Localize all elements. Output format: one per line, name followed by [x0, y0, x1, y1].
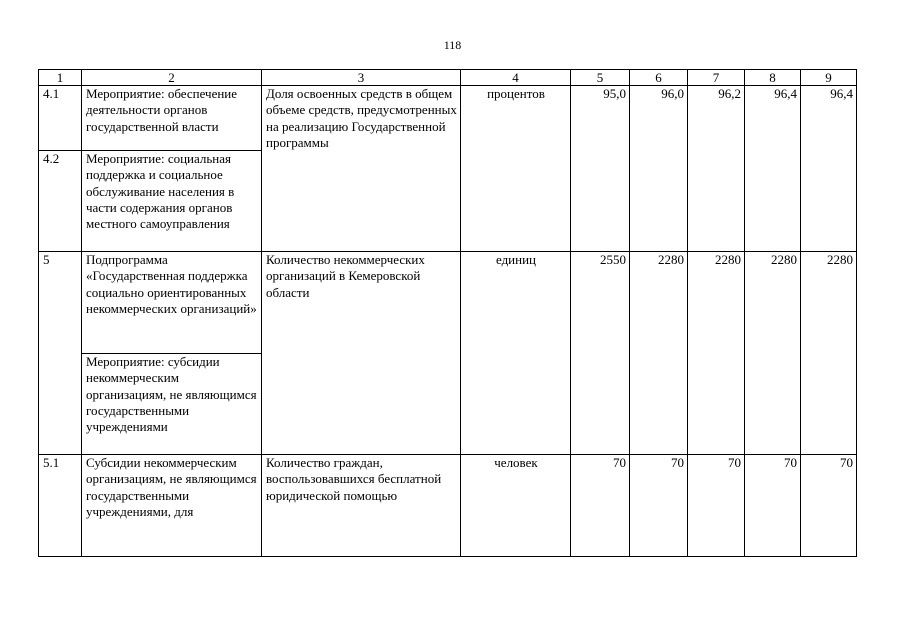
value-cell: 95,0 — [571, 86, 630, 252]
column-number-row — [39, 70, 857, 86]
value-cell: 96,0 — [630, 86, 688, 252]
column-header: 4 — [461, 70, 571, 86]
column-header: 2 — [82, 70, 262, 86]
value-cell: 96,4 — [801, 86, 857, 252]
value-cell: 70 — [630, 455, 688, 557]
row-number: 4.1 — [39, 86, 82, 151]
row-number: 5.1 — [39, 455, 82, 557]
row-number: 5 — [39, 252, 82, 455]
indicator-cell: Количество граждан, воспользовавшихся бесплатной юридической помощью — [262, 455, 461, 557]
indicators-table — [38, 69, 857, 557]
column-header: 8 — [745, 70, 801, 86]
value-cell: 70 — [801, 455, 857, 557]
column-header: 6 — [630, 70, 688, 86]
activity-cell: Мероприятие: обеспечение деятельности органов государственной власти — [82, 86, 262, 151]
row-number: 4.2 — [39, 151, 82, 252]
page-number: 118 — [443, 38, 462, 52]
column-header: 3 — [262, 70, 461, 86]
value-cell: 2280 — [688, 252, 745, 455]
column-header: 5 — [571, 70, 630, 86]
activity-cell: Мероприятие: социальная поддержка и социальное обслуживание населения в части содержания органов местного самоуправления — [82, 151, 262, 252]
unit-cell: процентов — [461, 86, 571, 252]
column-header: 1 — [39, 70, 82, 86]
activity-cell: Субсидии некоммерческим организациям, не являющимся государственными учреждениями, для — [82, 455, 262, 557]
table-row — [39, 252, 857, 354]
activity-cell: Мероприятие: субсидии некоммерческим организациям, не являющимся государственными учреждениями — [82, 354, 262, 455]
activity-cell: Подпрограмма «Государственная поддержка социально ориентированных некоммерческих организаций» — [82, 252, 262, 354]
value-cell: 2550 — [571, 252, 630, 455]
value-cell: 2280 — [801, 252, 857, 455]
table-row — [39, 86, 857, 151]
value-cell: 70 — [688, 455, 745, 557]
indicator-cell: Доля освоенных средств в общем объеме средств, предусмотренных на реализацию Государственной программы — [262, 86, 461, 252]
value-cell: 96,2 — [688, 86, 745, 252]
unit-cell: единиц — [461, 252, 571, 455]
value-cell: 2280 — [745, 252, 801, 455]
column-header: 7 — [688, 70, 745, 86]
table-row — [39, 455, 857, 557]
value-cell: 70 — [745, 455, 801, 557]
value-cell: 70 — [571, 455, 630, 557]
unit-cell: человек — [461, 455, 571, 557]
indicator-cell: Количество некоммерческих организаций в Кемеровской области — [262, 252, 461, 455]
column-header: 9 — [801, 70, 857, 86]
value-cell: 96,4 — [745, 86, 801, 252]
value-cell: 2280 — [630, 252, 688, 455]
